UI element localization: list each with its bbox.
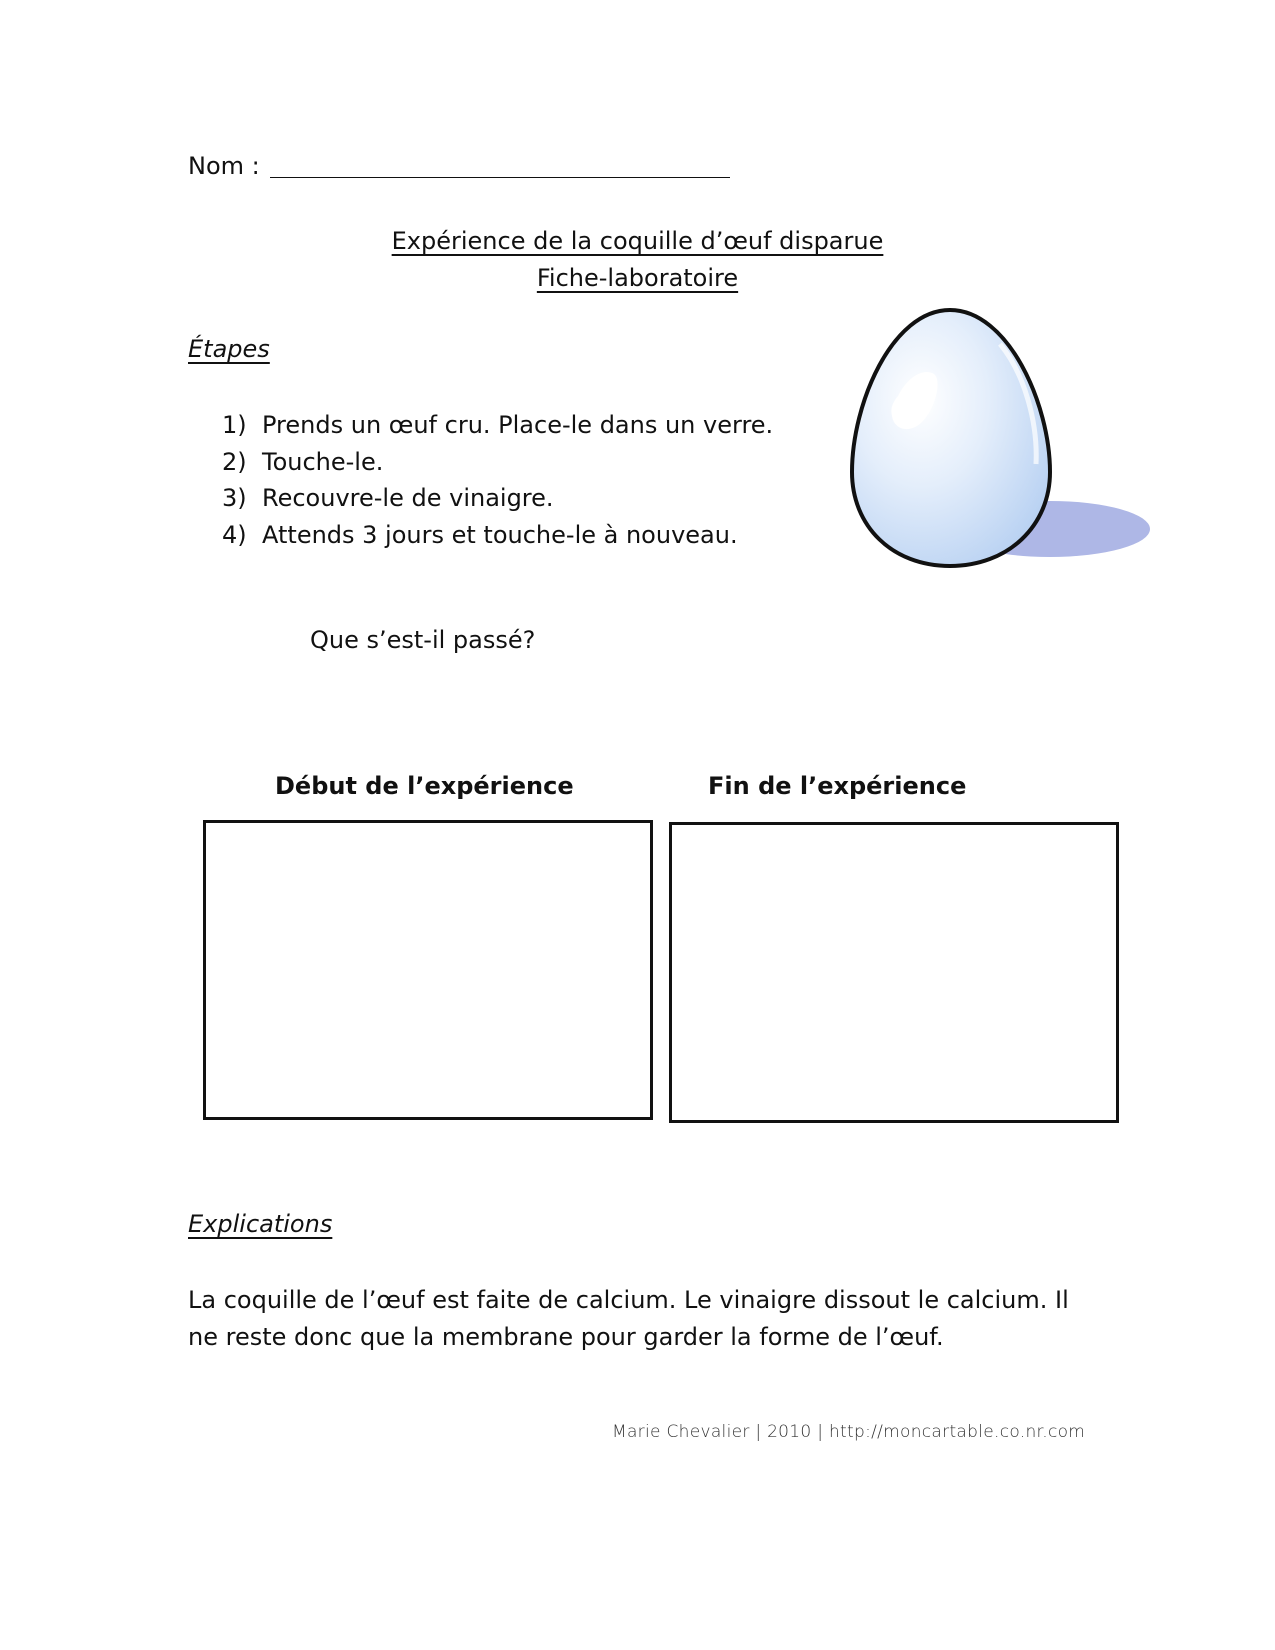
question-text: Que s’est-il passé?: [310, 626, 536, 654]
list-item: [222, 407, 773, 444]
step-text: Attends 3 jours et touche-le à nouveau.: [262, 520, 738, 549]
page-subtitle: Fiche-laboratoire: [536, 264, 739, 292]
step-number: 2): [222, 447, 247, 476]
name-field-row: [188, 152, 730, 180]
debut-drawing-box[interactable]: [203, 820, 653, 1120]
fin-label: Fin de l’expérience: [708, 772, 967, 800]
explications-heading: Explications: [188, 1210, 333, 1238]
footer-credit: Marie Chevalier | 2010 | http://moncartable.co.nr.com: [612, 1422, 1086, 1442]
list-item: [222, 480, 773, 517]
step-number: 4): [222, 520, 247, 549]
list-item: [222, 517, 773, 554]
step-text: Recouvre-le de vinaigre.: [262, 484, 554, 513]
page-title: Expérience de la coquille d’œuf disparue: [391, 227, 884, 255]
etapes-heading: Étapes: [188, 335, 270, 363]
fin-drawing-box[interactable]: [669, 822, 1119, 1123]
egg-icon: [850, 304, 1150, 584]
name-blank-line[interactable]: [270, 176, 730, 178]
step-number: 3): [222, 484, 247, 513]
steps-list: [222, 407, 773, 553]
list-item: [222, 444, 773, 481]
step-text: Prends un œuf cru. Place-le dans un verre.: [262, 411, 774, 440]
explanation-line-2: ne reste donc que la membrane pour garder la forme de l’œuf.: [188, 1323, 944, 1351]
egg-shell: [852, 310, 1050, 566]
explanation-line-1: La coquille de l’œuf est faite de calcium. Le vinaigre dissout le calcium. Il: [188, 1286, 1069, 1314]
step-text: Touche-le.: [262, 447, 384, 476]
explanation-text: [188, 1282, 1088, 1356]
name-label: Nom :: [188, 152, 260, 180]
step-number: 1): [222, 411, 247, 440]
debut-label: Début de l’expérience: [275, 772, 574, 800]
